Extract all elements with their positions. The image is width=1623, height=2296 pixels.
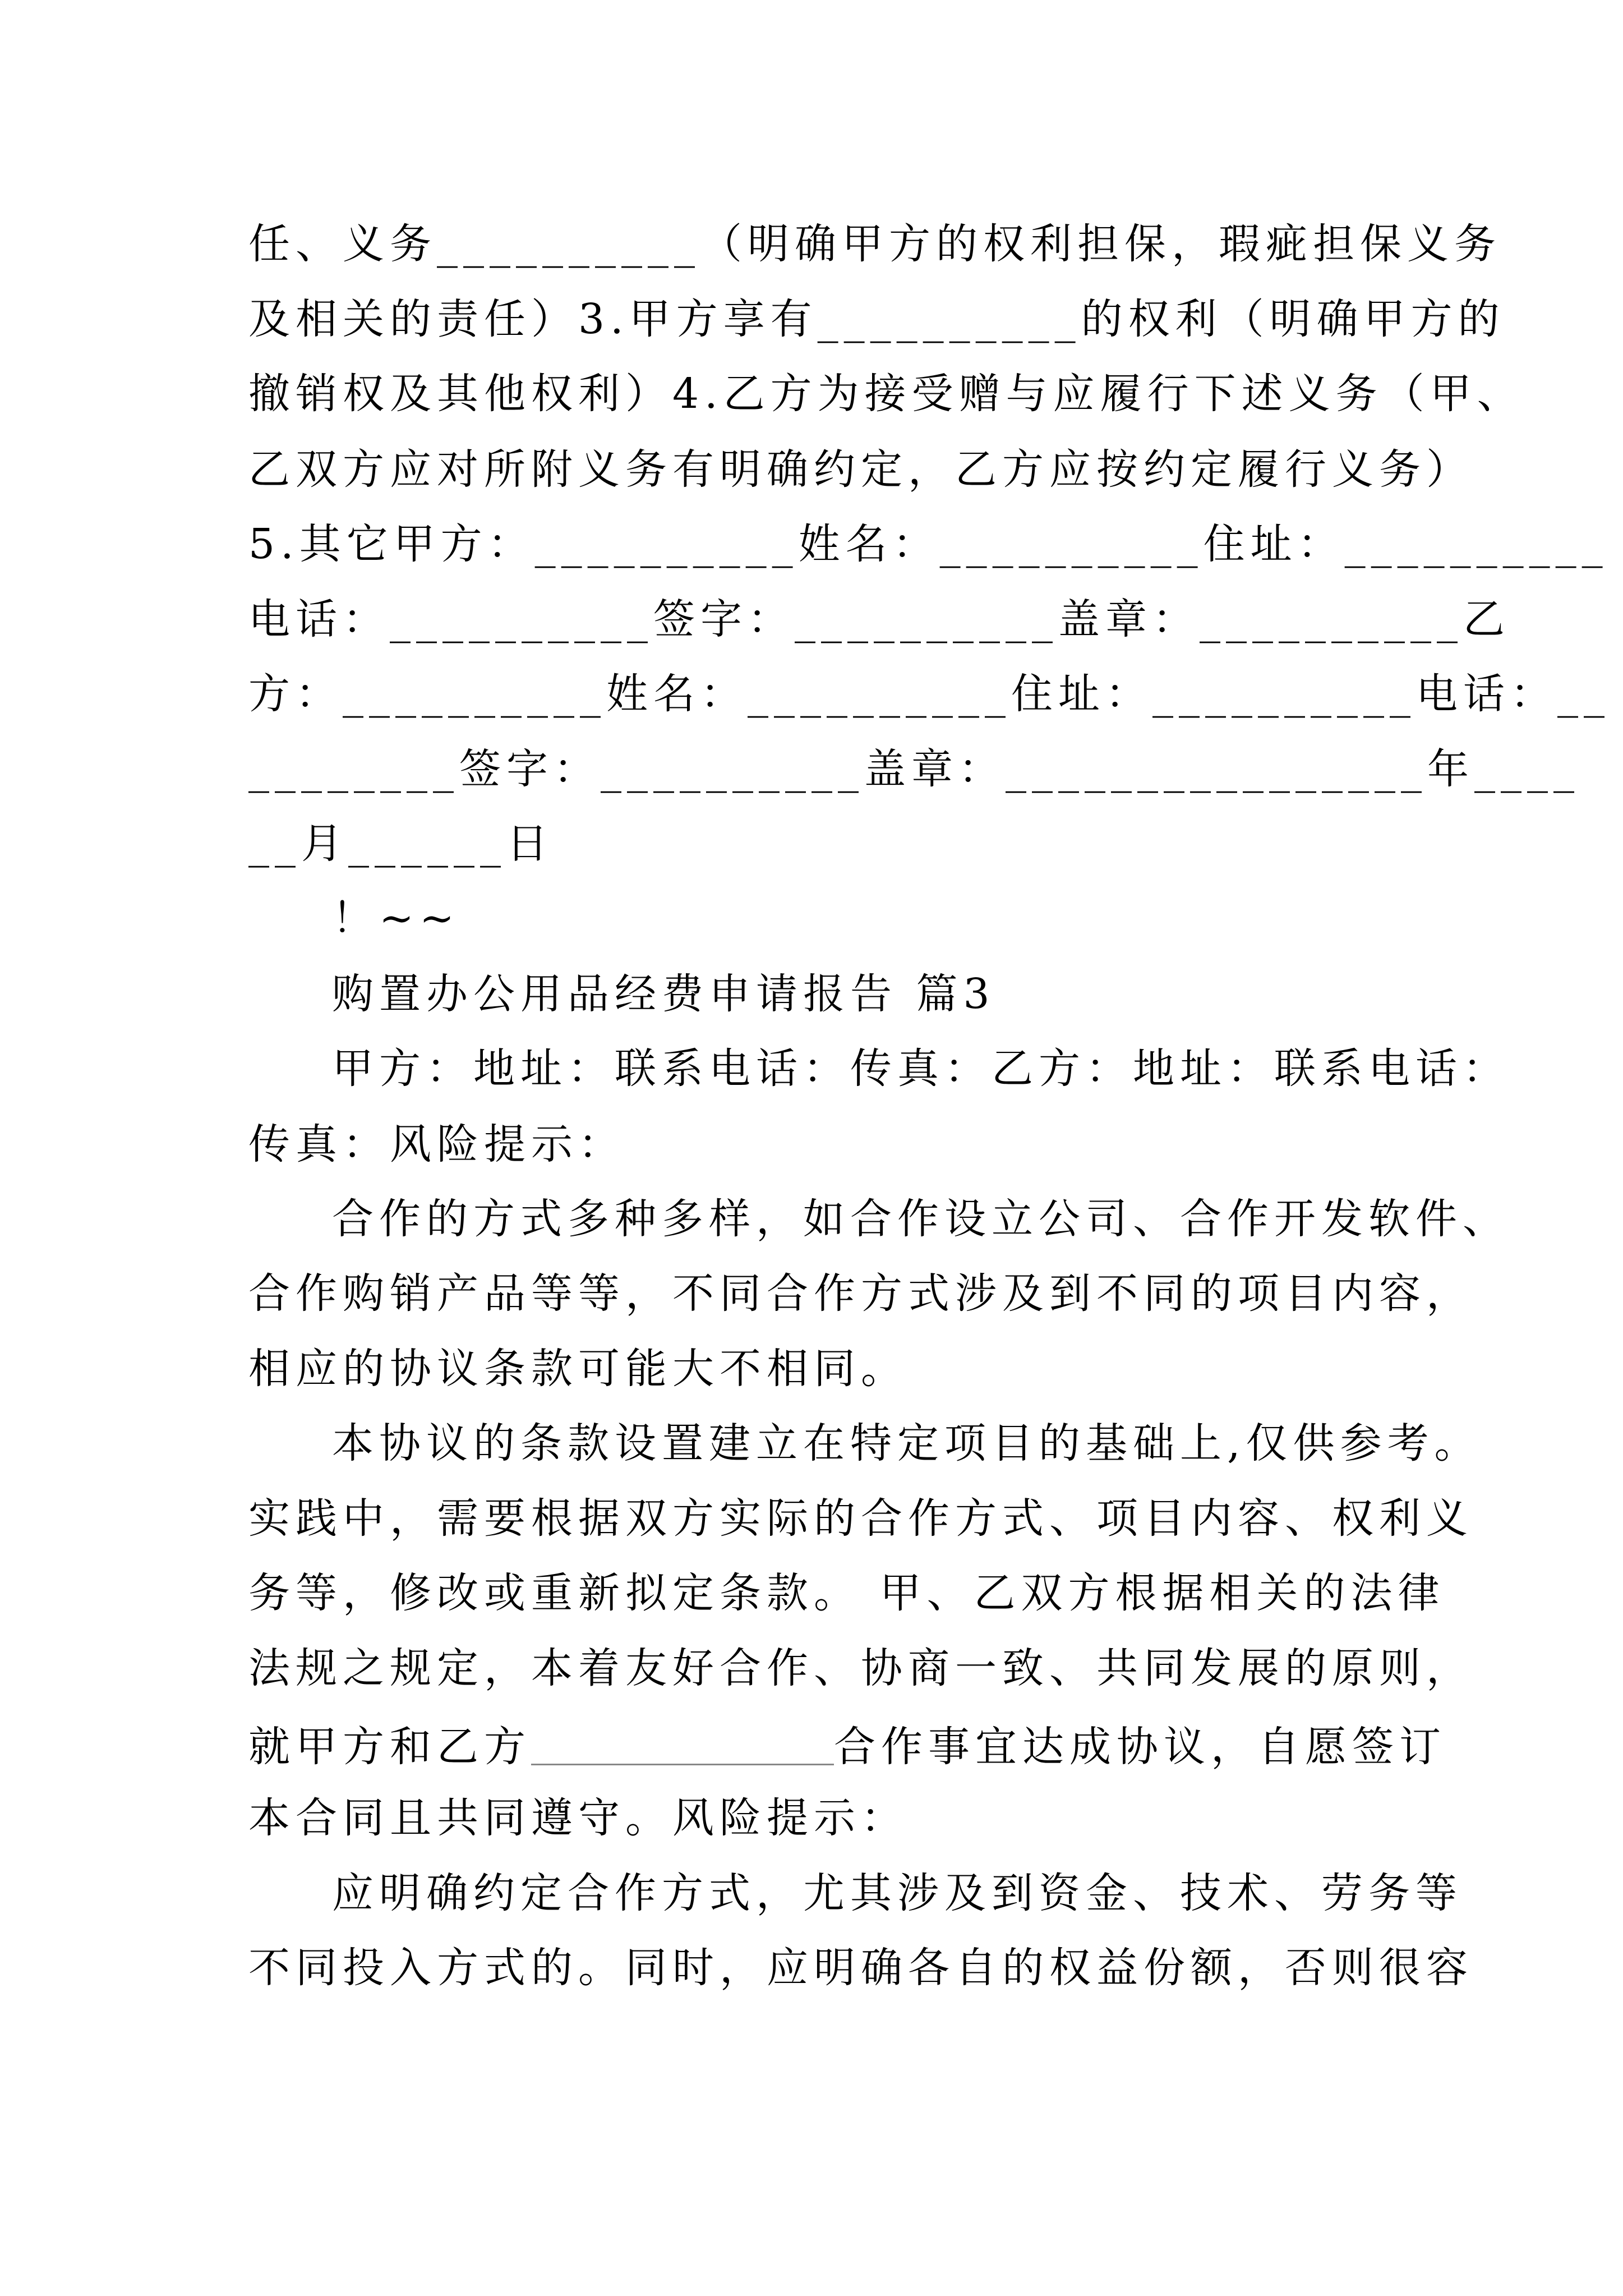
paragraph-line: 合作购销产品等等，不同合作方式涉及到不同的项目内容，: [248, 1269, 1473, 1318]
party-info-line: 传真：风险提示：: [248, 1120, 625, 1168]
paragraph-line: 本合同且共同遵守。风险提示：: [248, 1794, 908, 1842]
text-line: 任、义务__________（明确甲方的权利担保，瑕疵担保义务: [248, 220, 1501, 268]
separator-mark: ！~~: [332, 894, 460, 942]
paragraph-line: 法规之规定，本着友好合作、协商一致、共同发展的原则，: [248, 1644, 1473, 1692]
signature-line: 5.其它甲方：__________姓名：__________住址：__________: [248, 520, 1608, 568]
text-line: 撤销权及其他权利）4.乙方为接受赠与应履行下述义务（甲、: [248, 370, 1524, 418]
signature-line: ________签字：__________盖章：________________年____: [248, 745, 1580, 793]
paragraph-line: [248, 1722, 1446, 1771]
text-line: 乙双方应对所附义务有明确约定，乙方应按约定履行义务）: [248, 445, 1473, 494]
signature-line: 方：__________姓名：__________住址：__________电话：__: [248, 670, 1610, 718]
paragraph-line: 不同投入方式的。同时，应明确各自的权益份额，否则很容: [248, 1944, 1473, 1992]
paragraph-line: 务等，修改或重新拟定条款。 甲、乙双方根据相关的法律: [248, 1569, 1445, 1617]
paragraph-line: 应明确约定合作方式，尤其涉及到资金、技术、劳务等: [332, 1869, 1463, 1917]
text-line: 及相关的责任）3.甲方享有__________的权利（明确甲方的: [248, 295, 1505, 343]
paragraph-line: 相应的协议条款可能大不相同。: [248, 1345, 908, 1393]
cooperation-prefix: 就甲方和乙方: [248, 1723, 531, 1771]
date-line: __月______日: [248, 820, 554, 868]
signature-line: 电话：__________签字：__________盖章：__________乙: [248, 595, 1510, 643]
cooperation-suffix: 合作事宜达成协议，自愿签订: [834, 1723, 1446, 1771]
fill-in-blank: [531, 1722, 834, 1765]
paragraph-line: 合作的方式多种多样，如合作设立公司、合作开发软件、: [332, 1195, 1510, 1243]
party-info-line: 甲方：地址：联系电话：传真：乙方：地址：联系电话：: [332, 1045, 1510, 1093]
paragraph-line: 实践中，需要根据双方实际的合作方式、项目内容、权利义: [248, 1494, 1473, 1543]
section-heading: 购置办公用品经费申请报告 篇3: [332, 970, 995, 1018]
paragraph-line: 本协议的条款设置建立在特定项目的基础上,仅供参考。: [332, 1419, 1482, 1467]
